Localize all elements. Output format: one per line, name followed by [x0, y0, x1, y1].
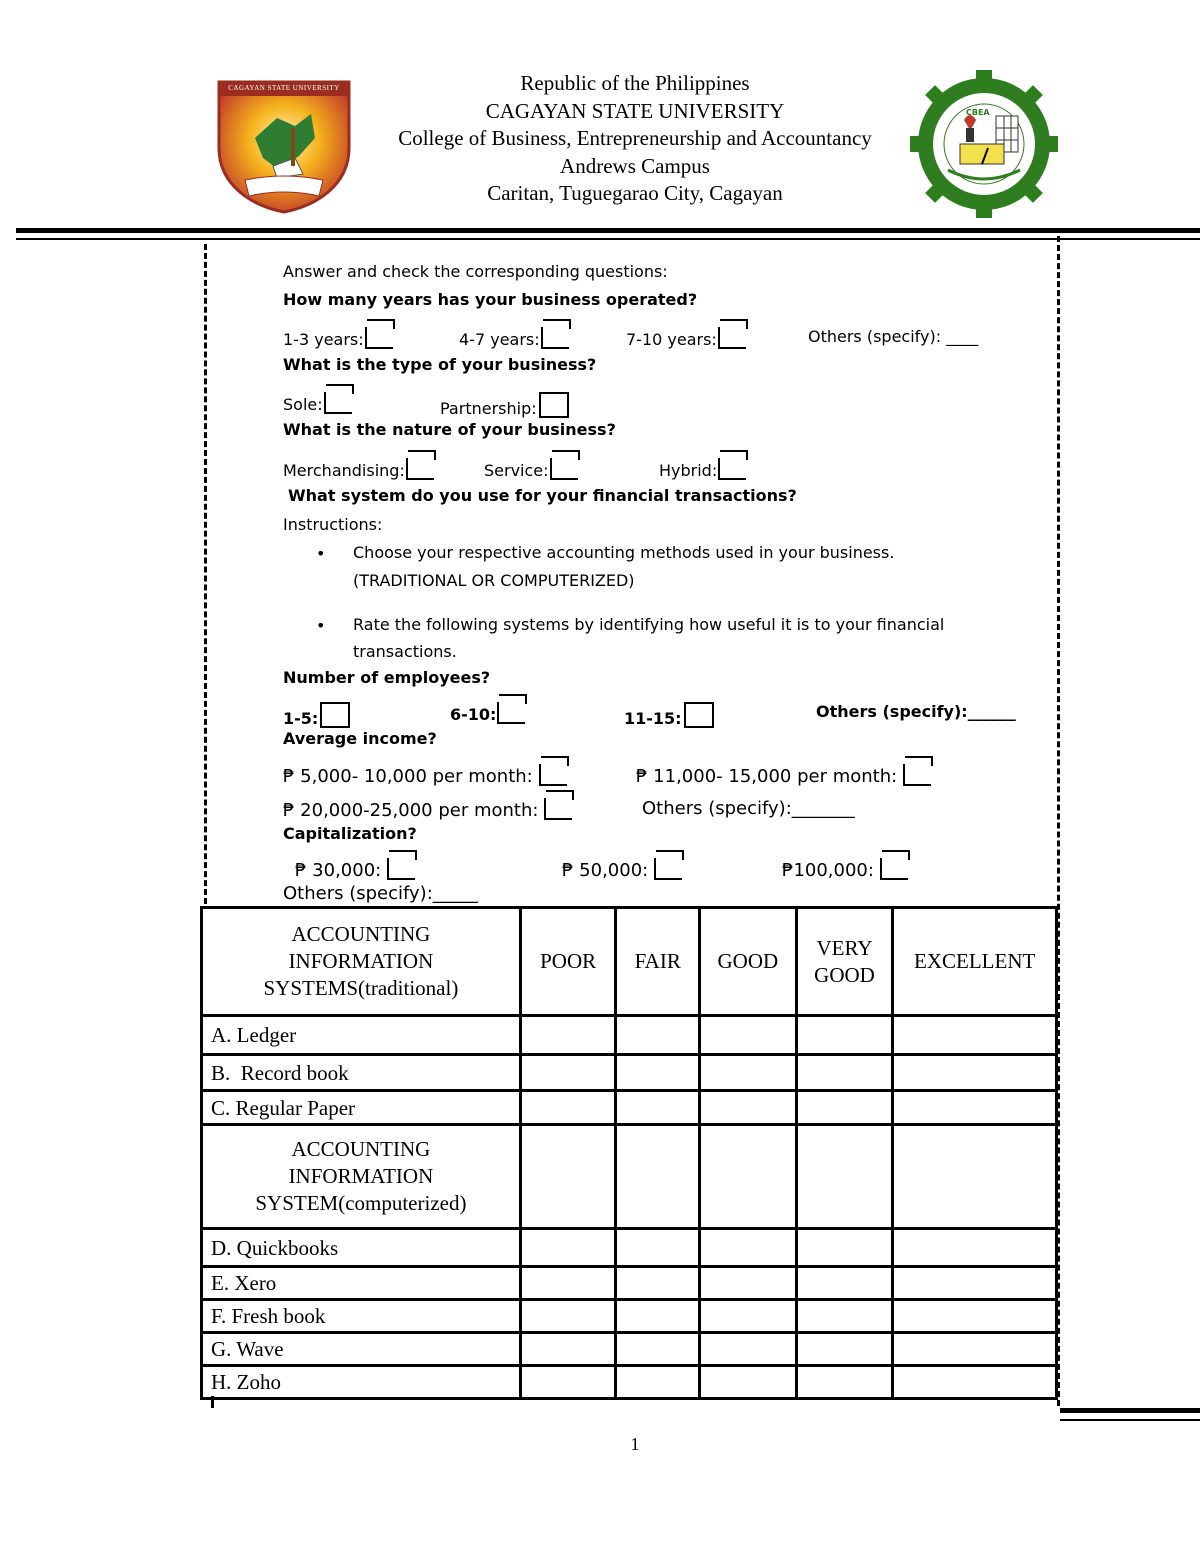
checkbox[interactable]: [539, 392, 569, 418]
column-fair: FAIR: [616, 908, 700, 1016]
rating-cell: [616, 1125, 700, 1229]
q7-option-label: ₱100,000:: [782, 860, 874, 881]
rating-cell: [700, 1125, 797, 1229]
q7-option-others[interactable]: Others (specify):_____: [283, 883, 478, 904]
form-intro: Answer and check the corresponding questions:: [283, 262, 668, 281]
q7-option-label: ₱ 30,000:: [295, 860, 382, 881]
q3-option-label: Service:: [484, 461, 549, 480]
checkbox[interactable]: [406, 458, 434, 480]
q7-option-50000[interactable]: [562, 858, 682, 881]
rating-cell[interactable]: [616, 1055, 700, 1091]
row-label: H. Zoho: [202, 1366, 521, 1399]
rating-cell[interactable]: [796, 1091, 893, 1125]
rating-cell[interactable]: [700, 1300, 797, 1333]
table-row: [202, 1091, 1057, 1125]
q5-option-label: 11-15:: [624, 709, 682, 728]
header-line: SYSTEM(computerized): [255, 1191, 467, 1215]
instruction-2-cont: transactions.: [353, 642, 457, 661]
q5-option-1-5[interactable]: [283, 702, 350, 728]
q6-question: Average income?: [283, 729, 437, 748]
rating-cell[interactable]: [700, 1229, 797, 1267]
rating-cell[interactable]: [616, 1267, 700, 1300]
gear-seal-icon: [904, 70, 1064, 218]
checkbox[interactable]: [654, 858, 682, 880]
q6-option-11000[interactable]: [636, 764, 931, 787]
checkbox[interactable]: [497, 702, 525, 724]
rating-cell[interactable]: [520, 1091, 616, 1125]
crest-banner-text: CAGAYAN STATE UNIVERSITY: [228, 84, 340, 92]
table-row: [202, 1333, 1057, 1366]
table-header-computerized: [202, 1125, 1057, 1229]
row-label: G. Wave: [202, 1333, 521, 1366]
rating-cell[interactable]: [520, 1333, 616, 1366]
q6-option-others[interactable]: Others (specify):_______: [642, 798, 855, 819]
rating-cell[interactable]: [893, 1229, 1057, 1267]
rating-cell[interactable]: [796, 1267, 893, 1300]
rating-cell[interactable]: [700, 1333, 797, 1366]
rating-cell[interactable]: [616, 1091, 700, 1125]
table-row: [202, 1229, 1057, 1267]
column-very-good: VERY GOOD: [796, 908, 893, 1016]
q2-option-label: Partnership:: [440, 399, 537, 418]
rating-cell[interactable]: [796, 1300, 893, 1333]
q1-option-label: 4-7 years:: [459, 330, 540, 349]
checkbox[interactable]: [324, 392, 352, 414]
checkbox[interactable]: [903, 764, 931, 786]
q1-option-label: 7-10 years:: [626, 330, 717, 349]
q2-option-sole[interactable]: [283, 392, 352, 414]
header-line-university: CAGAYAN STATE UNIVERSITY: [485, 98, 785, 123]
q5-question: Number of employees?: [283, 668, 491, 687]
rating-cell[interactable]: [616, 1366, 700, 1399]
footer-rule-thick: [1060, 1408, 1200, 1413]
rating-cell[interactable]: [893, 1333, 1057, 1366]
footer-rule-thin: [1060, 1419, 1200, 1421]
q1-option-others[interactable]: Others (specify): ____: [808, 327, 979, 346]
table-header-traditional: [202, 908, 1057, 1016]
row-label: E. Xero: [202, 1267, 521, 1300]
q2-option-label: Sole:: [283, 395, 323, 414]
row-label: F. Fresh book: [202, 1300, 521, 1333]
rating-cell[interactable]: [893, 1267, 1057, 1300]
rating-cell: [520, 1125, 616, 1229]
row-label: B. Record book: [202, 1055, 521, 1091]
header-rule-thick: [16, 228, 1200, 233]
q3-option-label: Hybrid:: [659, 461, 718, 480]
q5-option-others[interactable]: Others (specify):______: [816, 702, 1016, 721]
q1-question: How many years has your business operated?: [283, 290, 698, 309]
row-label: D. Quickbooks: [202, 1229, 521, 1267]
rating-cell[interactable]: [520, 1229, 616, 1267]
q5-option-label: 1-5:: [283, 709, 319, 728]
column-excellent: EXCELLENT: [893, 908, 1057, 1016]
q1-option-7-10[interactable]: [626, 327, 746, 349]
column-good: GOOD: [700, 908, 797, 1016]
table-row: [202, 1366, 1057, 1399]
rating-cell[interactable]: [893, 1055, 1057, 1091]
q5-option-11-15[interactable]: [624, 702, 714, 728]
rating-cell[interactable]: [796, 1366, 893, 1399]
university-crest-logo: [215, 78, 353, 214]
instruction-1: Choose your respective accounting methods used in your business.: [353, 543, 895, 562]
rating-cell[interactable]: [893, 1091, 1057, 1125]
q3-option-service[interactable]: [484, 458, 578, 480]
q6-option-label: ₱ 20,000-25,000 per month:: [283, 800, 539, 821]
rating-cell[interactable]: [616, 1300, 700, 1333]
row-label: C. Regular Paper: [202, 1091, 521, 1125]
q7-option-30000[interactable]: [295, 858, 415, 881]
table-row: [202, 1016, 1057, 1055]
rating-cell[interactable]: [700, 1055, 797, 1091]
header-line: INFORMATION: [288, 1164, 434, 1188]
seal-text: CBEA: [966, 108, 990, 117]
bullet-icon: •: [316, 616, 326, 635]
traditional-header-cell: [202, 908, 521, 1016]
rating-cell[interactable]: [616, 1229, 700, 1267]
instructions-label: Instructions:: [283, 515, 383, 534]
q3-option-merchandising[interactable]: [283, 458, 434, 480]
header-line-republic: Republic of the Philippines: [520, 71, 750, 95]
checkbox[interactable]: [718, 327, 746, 349]
header-line: SYSTEMS(traditional): [263, 976, 459, 1000]
rating-cell[interactable]: [893, 1366, 1057, 1399]
table-row: [202, 1300, 1057, 1333]
q5-option-label: 6-10:: [450, 705, 497, 724]
checkbox[interactable]: [320, 702, 350, 728]
crest-shield-icon: [215, 78, 353, 214]
checkbox[interactable]: [718, 458, 746, 480]
q2-option-partnership[interactable]: [440, 392, 569, 418]
rating-cell[interactable]: [796, 1016, 893, 1055]
checkbox[interactable]: [544, 798, 572, 820]
checkbox[interactable]: [541, 327, 569, 349]
q7-option-label: ₱ 50,000:: [562, 860, 649, 881]
rating-cell[interactable]: [520, 1267, 616, 1300]
rating-cell[interactable]: [520, 1366, 616, 1399]
instruction-1-cont: (TRADITIONAL OR COMPUTERIZED): [353, 571, 635, 590]
rating-cell[interactable]: [893, 1016, 1057, 1055]
header-line: ACCOUNTING: [291, 1137, 431, 1161]
table-row: [202, 1267, 1057, 1300]
q1-option-1-3[interactable]: [283, 327, 393, 349]
bullet-icon: •: [316, 544, 326, 563]
checkbox[interactable]: [539, 764, 567, 786]
rating-cell: [796, 1125, 893, 1229]
header-line-campus: Andrews Campus: [560, 153, 710, 178]
instruction-2: Rate the following systems by identifying how useful it is to your financial: [353, 615, 945, 634]
table-row: [202, 1055, 1057, 1091]
q7-option-100000[interactable]: [782, 858, 908, 881]
checkbox[interactable]: [365, 327, 393, 349]
rating-cell[interactable]: [893, 1300, 1057, 1333]
rating-cell[interactable]: [796, 1229, 893, 1267]
rating-cell[interactable]: [796, 1055, 893, 1091]
header-line: INFORMATION: [288, 949, 434, 973]
letterhead: [360, 70, 910, 208]
left-dashed-border: [204, 244, 207, 904]
checkbox[interactable]: [550, 458, 578, 480]
row-label: A. Ledger: [202, 1016, 521, 1055]
rating-cell[interactable]: [700, 1091, 797, 1125]
rating-cell[interactable]: [520, 1016, 616, 1055]
header-line: ACCOUNTING: [291, 922, 431, 946]
checkbox[interactable]: [880, 858, 908, 880]
q3-option-label: Merchandising:: [283, 461, 405, 480]
rating-cell[interactable]: [796, 1333, 893, 1366]
rating-cell[interactable]: [520, 1055, 616, 1091]
q1-option-4-7[interactable]: [459, 327, 569, 349]
page-number: 1: [630, 1434, 640, 1454]
rating-cell[interactable]: [616, 1333, 700, 1366]
column-poor: POOR: [520, 908, 616, 1016]
rating-cell: [893, 1125, 1057, 1229]
q7-question: Capitalization?: [283, 824, 417, 843]
cbea-seal-logo: [904, 70, 1064, 218]
q2-question: What is the type of your business?: [283, 355, 597, 374]
q4-question: What system do you use for your financial transactions?: [288, 486, 797, 505]
q3-option-hybrid[interactable]: [659, 458, 746, 480]
q3-question: What is the nature of your business?: [283, 420, 616, 439]
rating-cell[interactable]: [616, 1016, 700, 1055]
rating-cell[interactable]: [520, 1300, 616, 1333]
header-rule-thin: [16, 238, 1200, 240]
q6-option-20000[interactable]: [283, 798, 572, 821]
q5-option-6-10[interactable]: [450, 702, 525, 724]
q6-option-label: ₱ 11,000- 15,000 per month:: [636, 766, 898, 787]
header-line-college: College of Business, Entrepreneurship and Accountancy: [398, 126, 872, 150]
q1-option-label: 1-3 years:: [283, 330, 364, 349]
rating-cell[interactable]: [700, 1267, 797, 1300]
checkbox[interactable]: [387, 858, 415, 880]
rating-table: [200, 906, 1058, 1400]
checkbox[interactable]: [684, 702, 714, 728]
q6-option-label: ₱ 5,000- 10,000 per month:: [283, 766, 533, 787]
rating-cell[interactable]: [700, 1366, 797, 1399]
header-line-address: Caritan, Tuguegarao City, Cagayan: [487, 181, 783, 205]
computerized-header-cell: [202, 1125, 521, 1229]
q6-option-5000[interactable]: [283, 764, 567, 787]
rating-cell[interactable]: [700, 1016, 797, 1055]
